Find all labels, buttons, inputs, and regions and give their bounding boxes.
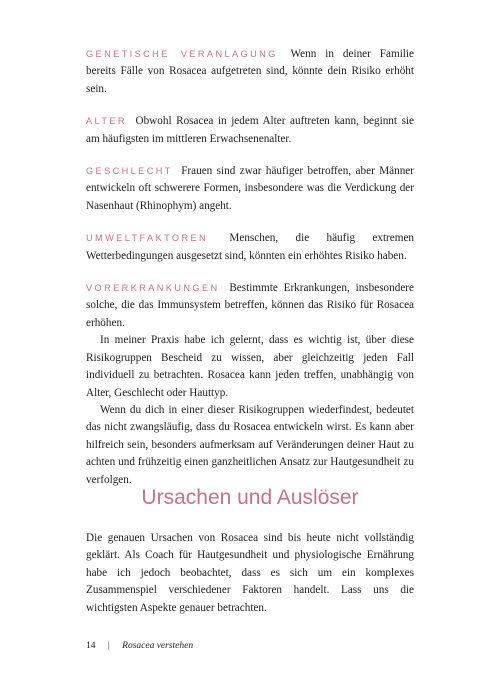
body-paragraph: Wenn du dich in einer dieser Risikogruppen wiederfindest, bedeutet das nicht zwangsläufig, dass du Rosacea entwickeln wirst. Es kann aber hilfreich sein, besonders aufmerksam auf Veränderungen deiner Haut zu achten und frühzeitig einen ganzheitlichen Ansatz zur Hautgesundheit zu verfolgen. bbox=[86, 403, 414, 486]
section-intro: Die genauen Ursachen von Rosacea sind bis heute nicht vollständig geklärt. Als Coach für Hautgesundheit und physiologische Ernährung habe ich jedoch beobachtet, dass es sich um ein komplexes Zusammenspiel verschiedener Faktoren handelt. Lass uns die wichtigsten Aspekte genauer betrachten. bbox=[86, 532, 414, 614]
risk-text: Bestimmte Erkrankungen, insbesondere solche, die das Immunsystem betreffen, können das Risiko für Rosacea erhöhen. bbox=[86, 282, 414, 329]
risk-factor-genetics bbox=[86, 46, 414, 98]
risk-factor-preexisting bbox=[86, 280, 414, 332]
risk-text: Frauen sind zwar häufiger betroffen, aber Männer entwickeln oft schwerere Formen, insbesondere was die Verdickung der Nasenhaut (Rhinophym) angeht. bbox=[86, 165, 414, 212]
risk-text: Menschen, die häufig extremen Wetterbedingungen ausgesetzt sind, könnten ein erhöhtes Risiko haben. bbox=[86, 232, 414, 262]
risk-text: Obwohl Rosacea in jedem Alter auftreten kann, beginnt sie am häufigsten im mittleren Erwachsenenalter. bbox=[86, 115, 414, 145]
chapter-title: Rosacea verstehen bbox=[122, 641, 194, 651]
page-number: 14 bbox=[86, 641, 96, 651]
section-heading: Ursachen und Auslöser bbox=[141, 486, 359, 509]
risk-factor-environment bbox=[86, 230, 414, 265]
footer-separator: | bbox=[107, 641, 110, 651]
page-body bbox=[86, 46, 414, 614]
risk-label: UMWELTFAKTOREN bbox=[86, 233, 209, 244]
risk-factor-age bbox=[86, 113, 414, 148]
risk-label: GESCHLECHT bbox=[86, 166, 173, 177]
page-footer bbox=[86, 641, 193, 651]
risk-label: ALTER bbox=[86, 116, 127, 127]
risk-text: Wenn in deiner Familie bereits Fälle von Rosacea aufgetreten sind, könnte dein Risiko erhöht sein. bbox=[86, 48, 414, 95]
risk-label: VORERKRANKUNGEN bbox=[86, 283, 220, 294]
risk-factor-gender bbox=[86, 163, 414, 215]
risk-label: GENETISCHE VERANLAGUNG bbox=[86, 49, 278, 59]
body-paragraph: In meiner Praxis habe ich gelernt, dass es wichtig ist, über diese Risikogruppen Bescheid zu wissen, aber gleichzeitig jeden Fall individuell zu betrachten. Rosacea kann jeden treffen, unabhängig von Alter, Geschlecht oder Hauttyp. bbox=[86, 334, 414, 399]
